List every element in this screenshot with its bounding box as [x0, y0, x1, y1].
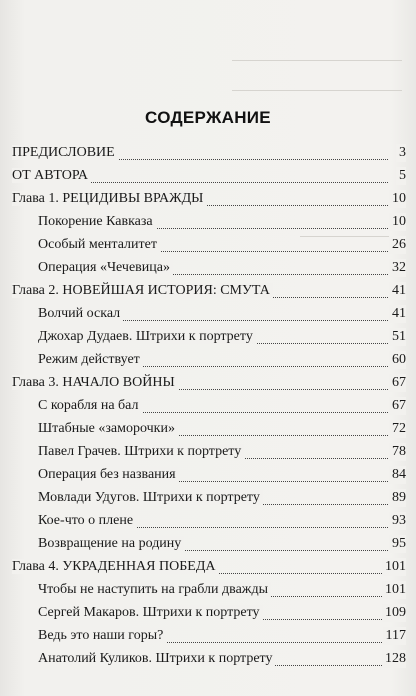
toc-entry-page: 10 [389, 190, 406, 208]
toc-entry-label: Режим действует [38, 352, 143, 367]
toc-entry [0, 556, 416, 578]
toc-entry-page: 128 [382, 650, 406, 668]
bleed-through-rule [232, 90, 402, 91]
toc-entry-page: 26 [389, 236, 406, 254]
toc-entry-page: 101 [382, 558, 406, 576]
toc-entry [0, 165, 416, 187]
toc-entry [0, 349, 416, 371]
toc-entry-label: Ведь это наши горы? [38, 628, 166, 643]
toc-entry [0, 441, 416, 463]
toc-entry [0, 510, 416, 532]
toc-entry-label: С корабля на бал [38, 398, 142, 413]
toc-entry-page: 10 [389, 213, 406, 231]
toc-entry-label: Операция «Чечевица» [38, 260, 173, 275]
toc-entry [0, 579, 416, 601]
toc-entry-page: 41 [389, 282, 406, 300]
toc-entry-label: Мовлади Удугов. Штрихи к портрету [38, 490, 263, 505]
toc-entry [0, 464, 416, 486]
toc-entry [0, 648, 416, 670]
toc-entry-page: 78 [389, 443, 406, 461]
toc-entry-page: 95 [389, 535, 406, 553]
toc-entry [0, 303, 416, 325]
toc-entry-page: 109 [382, 604, 406, 622]
toc-entry-label: Сергей Макаров. Штрихи к портрету [38, 605, 263, 620]
toc-entry-page: 5 [396, 167, 406, 185]
toc-entry [0, 625, 416, 647]
toc-entry-label: Операция без названия [38, 467, 179, 482]
toc-entry-label: Кое-что о плене [38, 513, 136, 528]
toc-entry-label: ПРЕДИСЛОВИЕ [12, 145, 118, 160]
toc-entry-page: 84 [389, 466, 406, 484]
toc-entry-label: Волчий оскал [38, 306, 123, 321]
toc-entry-page: 93 [389, 512, 406, 530]
toc-entry [0, 533, 416, 555]
toc-entry-page: 72 [389, 420, 406, 438]
toc-entry [0, 280, 416, 302]
toc-entry-page: 117 [383, 627, 406, 645]
toc-entry-page: 3 [396, 144, 406, 162]
toc-entry-label: ОТ АВТОРА [12, 168, 91, 183]
toc-entry [0, 142, 416, 164]
toc-entry-page: 60 [389, 351, 406, 369]
toc-entry [0, 602, 416, 624]
toc-entry-label: Джохар Дудаев. Штрихи к портрету [38, 329, 256, 344]
toc-entry [0, 234, 416, 256]
toc-entry-page: 101 [382, 581, 406, 599]
toc-entry-label: Глава 3. НАЧАЛО ВОЙНЫ [12, 375, 178, 390]
toc-entry-page: 89 [389, 489, 406, 507]
toc-entry-label: Анатолий Куликов. Штрихи к портрету [38, 651, 275, 666]
toc-entry [0, 487, 416, 509]
toc-entry-page: 32 [389, 259, 406, 277]
toc-entry [0, 326, 416, 348]
toc-title: СОДЕРЖАНИЕ [145, 108, 271, 127]
toc-entry-label: Покорение Кавказа [38, 214, 156, 229]
bleed-through-rule [232, 60, 402, 61]
toc-entry [0, 418, 416, 440]
toc-entry-page: 67 [389, 374, 406, 392]
toc-entry [0, 257, 416, 279]
toc-entry [0, 188, 416, 210]
toc-entry-label: Особый менталитет [38, 237, 160, 252]
toc-entry-page: 67 [389, 397, 406, 415]
toc-entry [0, 372, 416, 394]
toc-entry-label: Глава 4. УКРАДЕННАЯ ПОБЕДА [12, 559, 218, 574]
toc-entry-label: Глава 2. НОВЕЙШАЯ ИСТОРИЯ: СМУТА [12, 283, 273, 298]
toc-entry [0, 211, 416, 233]
toc-entry [0, 395, 416, 417]
toc-entry-label: Штабные «заморочки» [38, 421, 178, 436]
toc-entry-label: Возвращение на родину [38, 536, 184, 551]
toc-entry-page: 51 [389, 328, 406, 346]
toc-entry-page: 41 [389, 305, 406, 323]
toc-entry-label: Глава 1. РЕЦИДИВЫ ВРАЖДЫ [12, 191, 206, 206]
toc-entry-label: Чтобы не наступить на грабли дважды [38, 582, 271, 597]
toc-entry-label: Павел Грачев. Штрихи к портрету [38, 444, 244, 459]
